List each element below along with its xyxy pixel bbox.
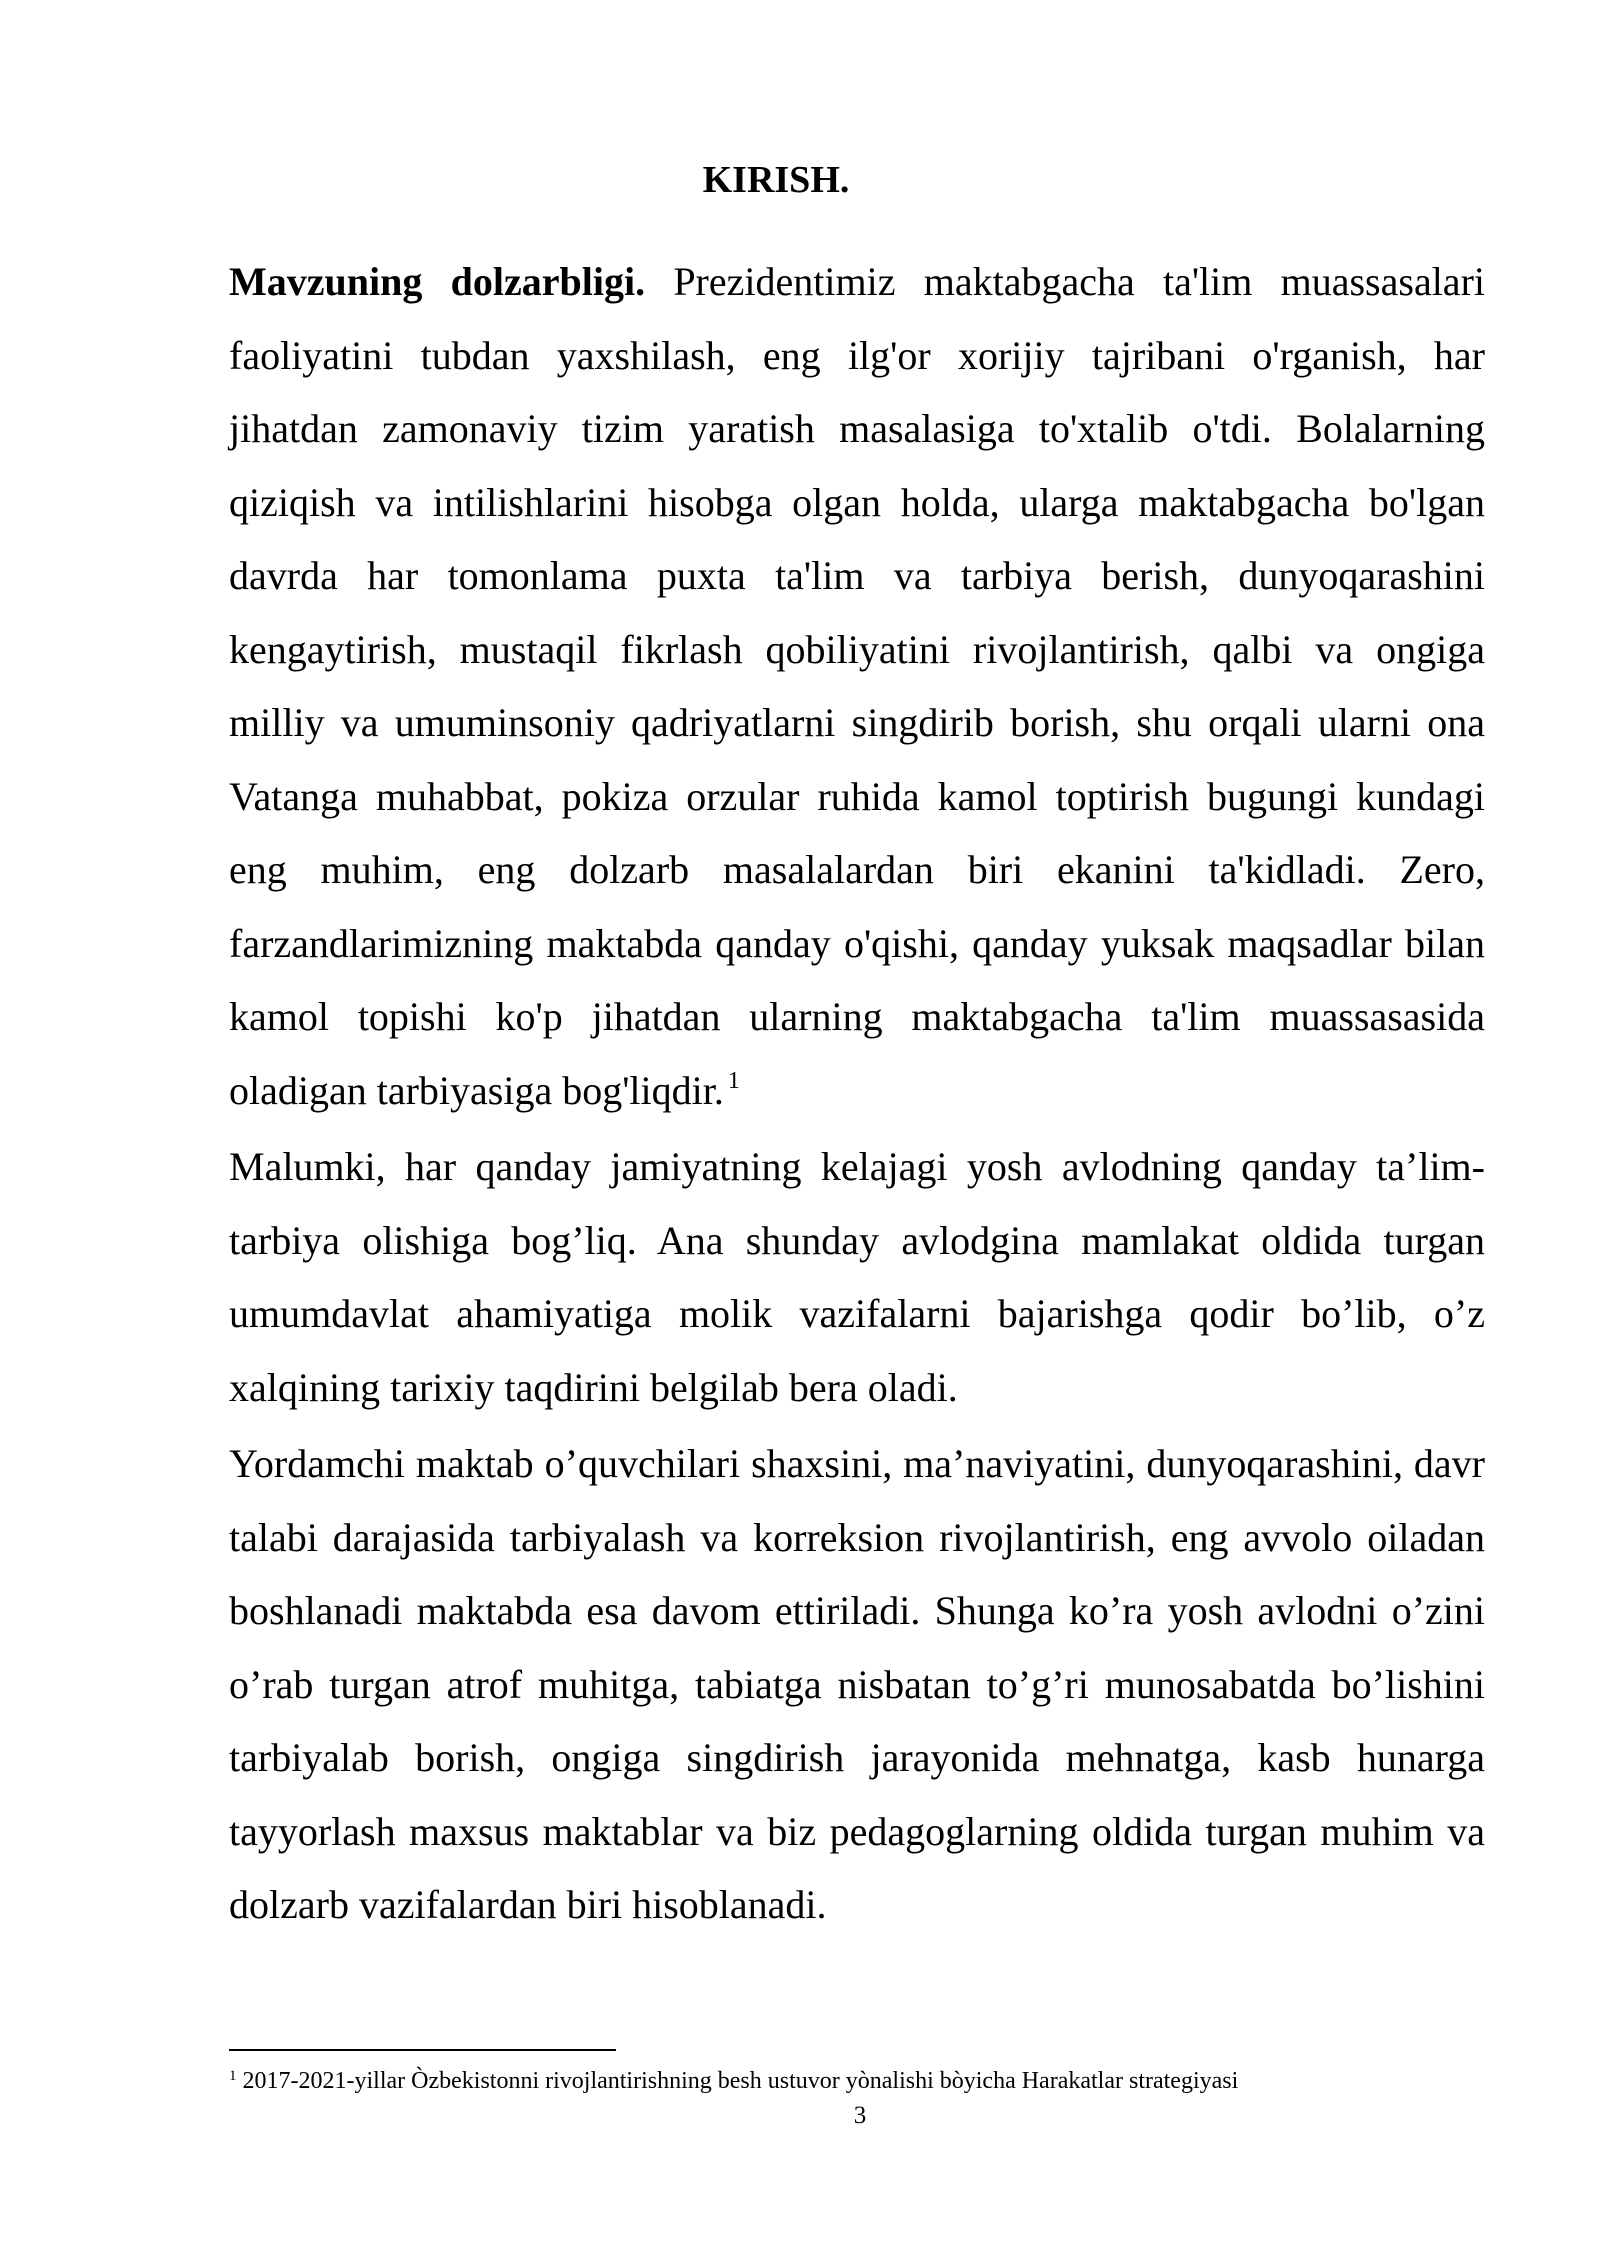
paragraph-society: Malumki, har qanday jamiyatning kelajagi yosh avlodning qanday ta’lim-tarbiya olishiga bog’liq. Ana shunday avlodgina mamlakat oldida turgan umumdavlat ahamiyatiga molik vazifalarni bajarishga qodir bo’lib, o’z xalqining tarixiy taqdirini belgilab bera oladi. xyxy=(229,1144,1485,1410)
paragraph-school: Yordamchi maktab o’quvchilari shaxsini, ma’naviyatini, dunyoqarashini, davr talabi darajasida tarbiyalash va korreksion rivojlantirish, eng avvolo oiladan boshlanadi maktabda esa davom ettiriladi. Shunga ko’ra yosh avlodni o’zini o’rab turgan atrof muhitga, tabiatga nisbatan to’g’ri munosabatda bo’lishini tarbiyalab borish, ongiga singdirish jarayonida mehnatga, kasb hunarga tayyorlash maxsus maktablar va biz pedagoglarning oldida turgan muhim va dolzarb vazifalardan biri hisoblanadi. xyxy=(229,1441,1485,1927)
paragraph-lead: Mavzuning dolzarbligi. xyxy=(229,259,646,304)
footnote-separator xyxy=(229,2049,616,2051)
footnote-reference[interactable]: 1 xyxy=(727,1067,740,1094)
body-text xyxy=(229,245,1485,1942)
footnote-marker: 1 xyxy=(229,2068,237,2084)
paragraph-relevance xyxy=(229,245,1485,1127)
page-number: 3 xyxy=(853,2102,867,2129)
section-title: KIRISH. xyxy=(702,159,850,201)
footnote-text: 2017-2021-yillar Òzbekistonni rivojlantirishning besh ustuvor yònalishi bòyicha Harakatlar strategiyasi xyxy=(242,2068,1239,2094)
footnote xyxy=(229,2064,1529,2098)
paragraph-text: Prezidentimiz maktabgacha ta'lim muassasalari faoliyatini tubdan yaxshilash, eng ilg'or xorijiy tajribani o'rganish, har jihatdan zamonaviy tizim yaratish masalasiga to'xtalib o'tdi. Bolalarning qiziqish va intilishlarini hisobga olgan holda, ularga maktabgacha bo'lgan davrda har tomonlama puxta ta'lim va tarbiya berish, dunyoqarashini kengaytirish, mustaqil fikrlash qobiliyatini rivojlantirish, qalbi va ongiga milliy va umuminsoniy qadriyatlarni singdirib borish, shu orqali ularni ona Vatanga muhabbat, pokiza orzular ruhida kamol toptirish bugungi kundagi eng muhim, eng dolzarb masalalardan biri ekanini ta'kidladi. Zero, farzandlarimizning maktabda qanday o'qishi, qanday yuksak maqsadlar bilan kamol topishi ko'p jihatdan ularning maktabgacha ta'lim muassasasida oladigan tarbiyasiga bog'liqdir. xyxy=(229,259,1485,1113)
